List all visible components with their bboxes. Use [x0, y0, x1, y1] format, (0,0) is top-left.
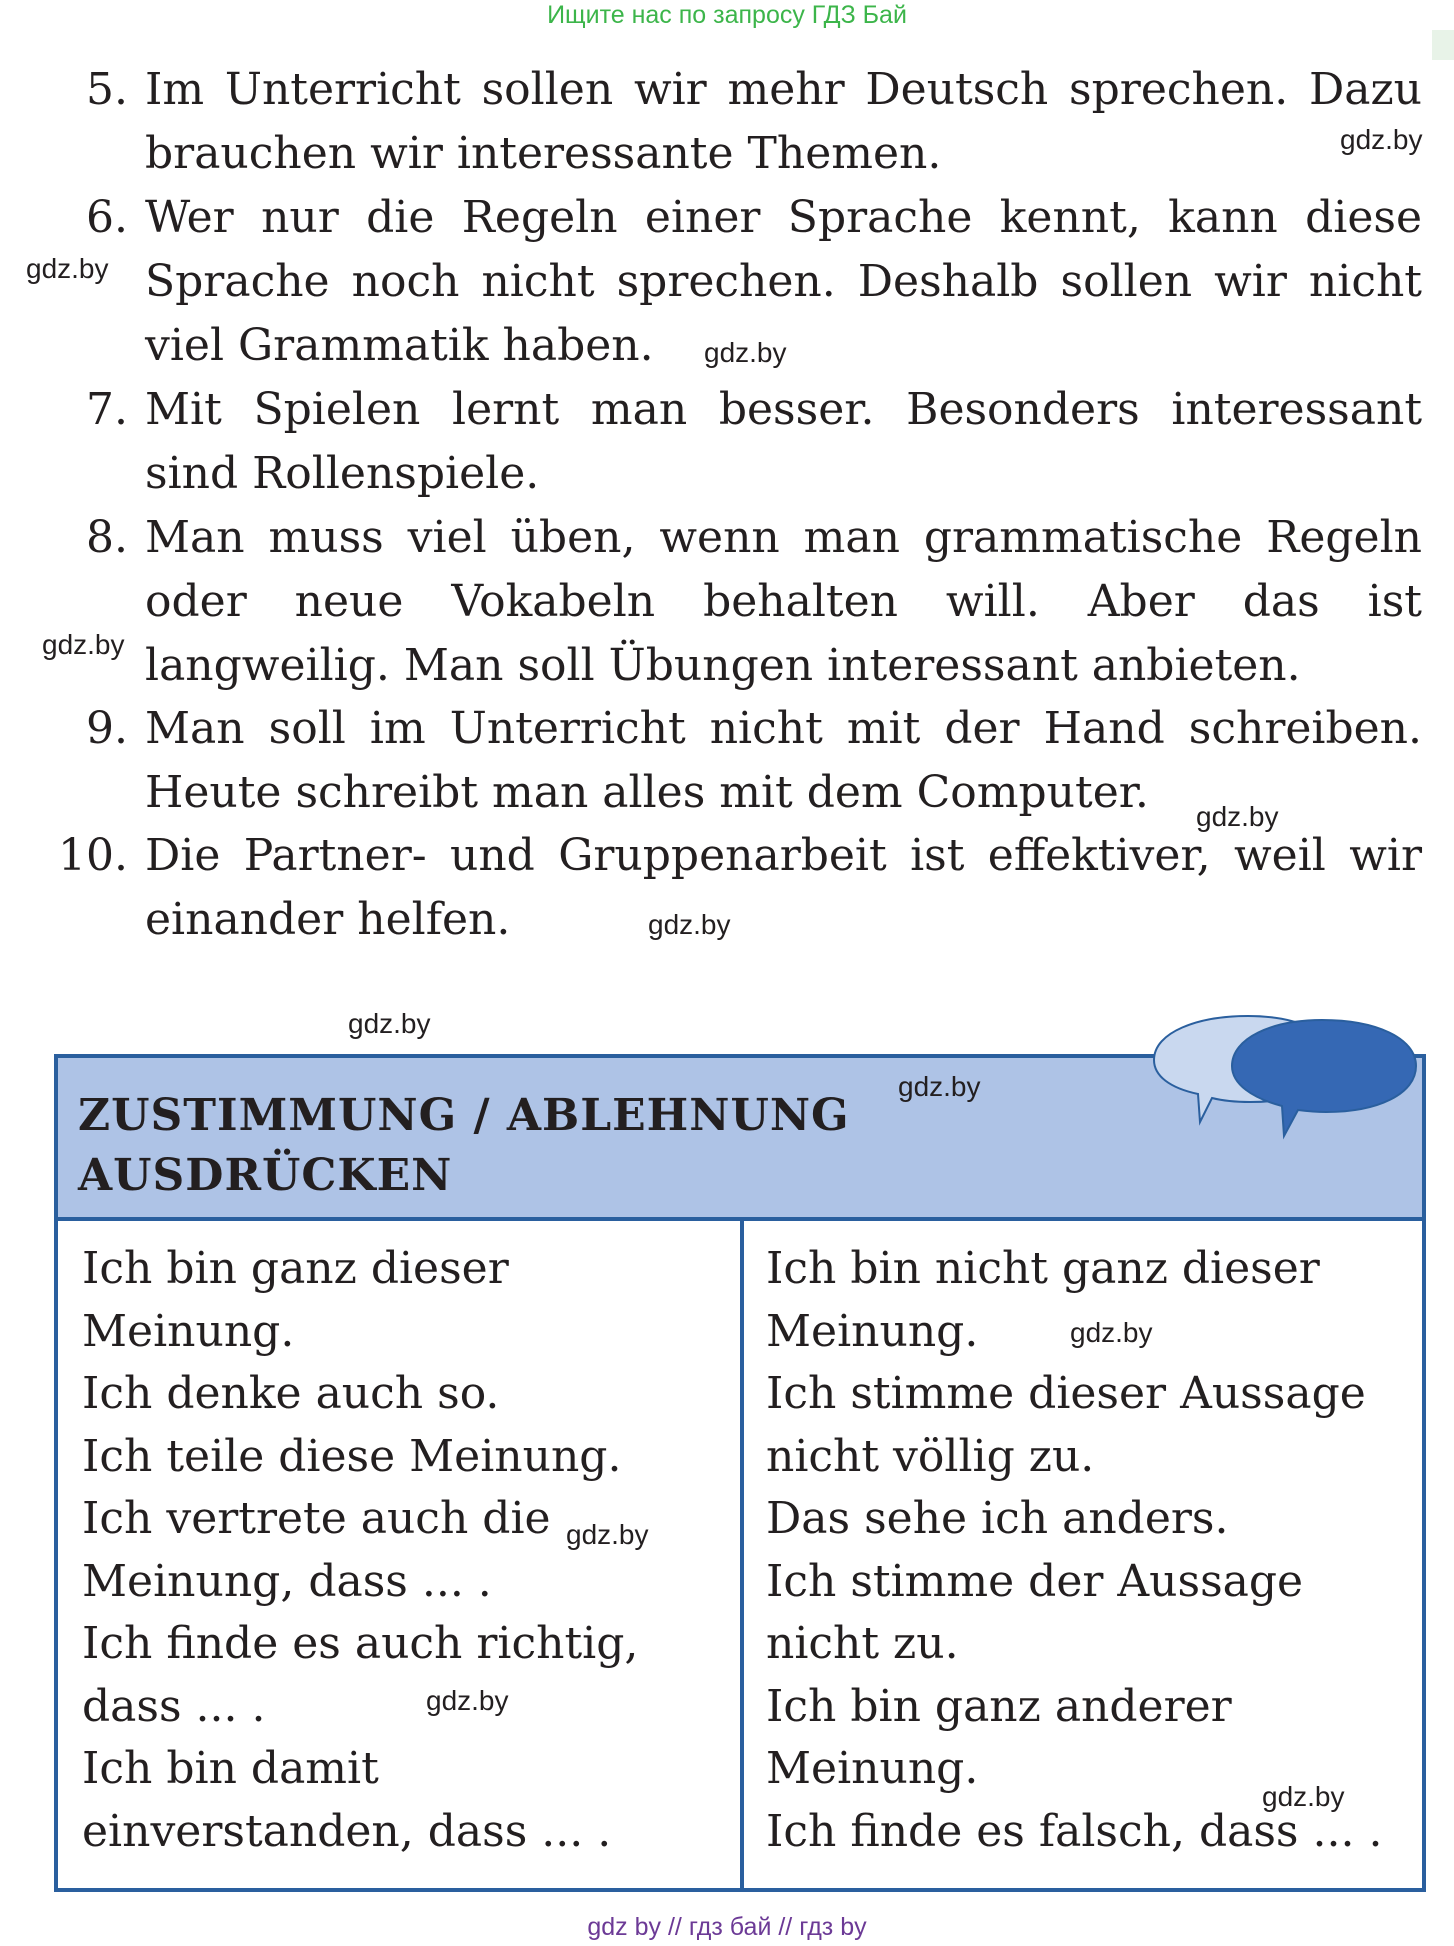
item-line: sind Rollenspiele.	[145, 448, 540, 499]
footer-links[interactable]: gdz by // гдз бай // гдз by	[587, 1913, 867, 1941]
phrase-line: einverstanden, dass ... .	[82, 1805, 612, 1857]
phrase-line: Ich finde es falsch, dass ... .	[766, 1805, 1383, 1857]
item-line: Die Partner- und Gruppenarbeit ist effektiver, weil wir	[145, 830, 1422, 881]
phrase-line: Meinung.	[766, 1743, 979, 1794]
item-number: 7.	[86, 384, 128, 435]
top-banner[interactable]: Ищите нас по запросу ГДЗ Бай	[547, 1, 907, 29]
phrase-line: Das sehe ich anders.	[766, 1493, 1229, 1544]
column-divider	[740, 1221, 744, 1888]
item-line: Wer nur die Regeln einer Sprache kennt, kann diese	[145, 192, 1422, 243]
watermark: gdz.by	[42, 629, 125, 660]
phrase-line: Ich bin damit	[82, 1743, 379, 1794]
phrase-box-title	[78, 1086, 978, 1206]
item-number: 5.	[86, 64, 128, 115]
phrase-line: Ich bin ganz anderer	[766, 1680, 1232, 1732]
phrase-line: nicht zu.	[766, 1618, 959, 1669]
speech-bubbles-icon	[1140, 1010, 1430, 1140]
watermark: gdz.by	[1340, 124, 1423, 155]
phrase-line: Ich denke auch so.	[82, 1368, 500, 1419]
item-line: Sprache noch nicht sprechen. Deshalb sollen wir nicht	[145, 256, 1422, 307]
item-line: Mit Spielen lernt man besser. Besonders interessant	[145, 384, 1422, 435]
item-line: Heute schreibt man alles mit dem Computer.	[145, 767, 1149, 818]
item-line: Im Unterricht sollen wir mehr Deutsch sprechen. Dazu	[145, 64, 1422, 115]
item-number: 9.	[86, 703, 128, 754]
watermark: gdz.by	[648, 909, 731, 940]
phrase-line: Ich teile diese Meinung.	[82, 1430, 622, 1482]
item-text	[145, 378, 1422, 506]
item-line: viel Grammatik haben.	[145, 320, 654, 371]
item-line: einander helfen.	[145, 894, 511, 945]
phrase-line: Ich bin nicht ganz dieser	[766, 1243, 1320, 1294]
item-number: 8.	[86, 512, 128, 563]
phrase-line: Ich finde es auch richtig,	[82, 1618, 639, 1669]
item-text	[145, 58, 1422, 186]
item-text	[145, 506, 1422, 698]
item-text	[145, 824, 1422, 952]
phrase-line: Meinung.	[766, 1305, 979, 1357]
item-line: Man muss viel üben, wenn man grammatische Regeln	[145, 512, 1422, 563]
item-line: Man soll im Unterricht nicht mit der Hand schreiben.	[145, 703, 1422, 754]
phrase-box	[54, 1054, 1426, 1892]
item-line: langweilig. Man soll Übungen interessant anbieten.	[145, 640, 1301, 691]
title-line: AUSDRÜCKEN	[78, 1150, 453, 1201]
phrase-line: nicht völlig zu.	[766, 1430, 1095, 1482]
watermark: gdz.by	[1262, 1781, 1345, 1812]
watermark: gdz.by	[1196, 801, 1279, 832]
watermark: gdz.by	[26, 253, 109, 284]
phrase-line: Ich stimme dieser Aussage	[766, 1368, 1366, 1419]
watermark: gdz.by	[348, 1008, 431, 1039]
watermark: gdz.by	[704, 337, 787, 368]
watermark: gdz.by	[1070, 1317, 1153, 1348]
watermark: gdz.by	[898, 1071, 981, 1102]
phrase-line: Ich vertrete auch die	[82, 1493, 551, 1544]
corner-mark	[1432, 30, 1454, 60]
item-number: 6.	[86, 192, 128, 243]
watermark: gdz.by	[566, 1519, 649, 1550]
watermark: gdz.by	[426, 1685, 509, 1716]
item-line: brauchen wir interessante Themen.	[145, 128, 942, 179]
item-line: oder neue Vokabeln behalten will. Aber das ist	[145, 576, 1422, 627]
item-number: 10.	[58, 830, 128, 881]
phrase-line: Ich bin ganz dieser	[82, 1243, 509, 1294]
phrase-line: Meinung.	[82, 1305, 295, 1357]
phrase-line: Ich stimme der Aussage	[766, 1555, 1304, 1607]
phrase-line: dass ... .	[82, 1680, 266, 1732]
agreement-column	[82, 1238, 722, 1863]
phrase-line: Meinung, dass ... .	[82, 1555, 492, 1607]
title-line: ZUSTIMMUNG / ABLEHNUNG	[78, 1090, 850, 1141]
